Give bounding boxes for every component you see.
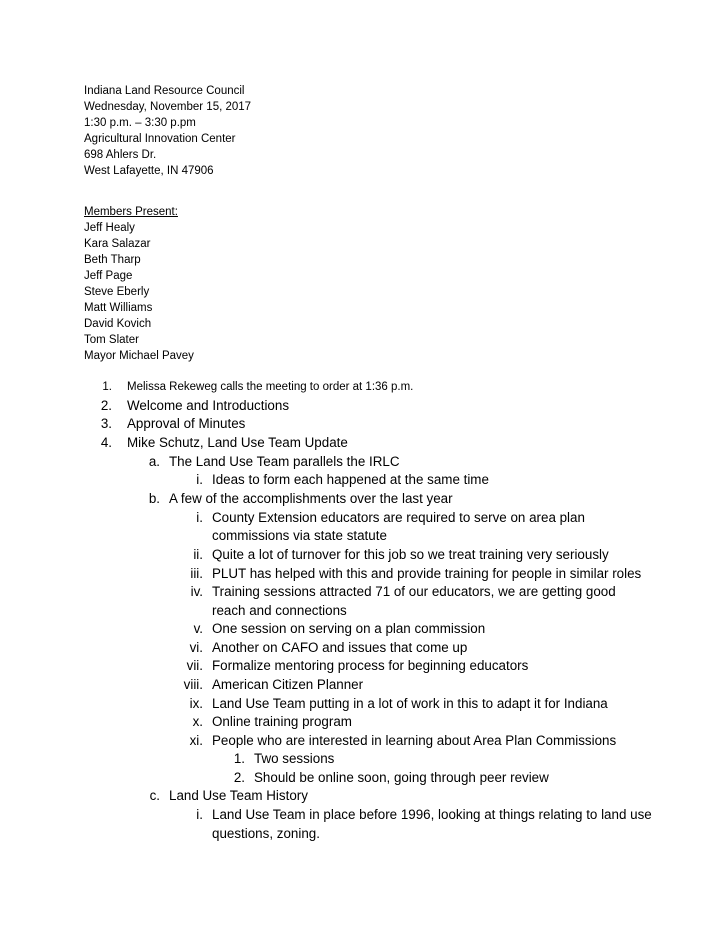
member-name: Jeff Page — [84, 270, 133, 282]
agenda-item-number: 4. — [100, 435, 112, 450]
roman-item-number: xi. — [189, 733, 203, 748]
sub-item-text: Land Use Team History — [169, 788, 308, 803]
roman-item-number: viii. — [183, 677, 203, 692]
roman-item-text: American Citizen Planner — [212, 677, 364, 692]
roman-item-number: iv. — [190, 584, 203, 599]
roman-item-continuation: questions, zoning. — [212, 826, 320, 841]
roman-item-text: Quite a lot of turnover for this job so we treat training very seriously — [212, 547, 609, 562]
agenda-item-number: 1. — [102, 381, 112, 393]
sub-item-text: The Land Use Team parallels the IRLC — [169, 454, 400, 469]
agenda-item-number: 3. — [100, 416, 112, 431]
roman-item-number: ii. — [193, 547, 203, 562]
roman-item-text: Land Use Team in place before 1996, looking at things relating to land use — [212, 807, 652, 822]
agenda-item-text: Melissa Rekeweg calls the meeting to order at 1:36 p.m. — [127, 381, 414, 393]
roman-item-text: Land Use Team putting in a lot of work in this to adapt it for Indiana — [212, 696, 608, 711]
roman-item-text: Another on CAFO and issues that come up — [212, 640, 468, 655]
agenda-item-text: Mike Schutz, Land Use Team Update — [127, 435, 348, 450]
roman-item-text: People who are interested in learning about Area Plan Commissions — [212, 733, 617, 748]
venue-street: 698 Ahlers Dr. — [84, 149, 157, 161]
roman-item-text: PLUT has helped with this and provide training for people in similar roles — [212, 566, 642, 581]
sub-item-letter: c. — [149, 788, 160, 803]
roman-item-continuation: commissions via state statute — [212, 528, 387, 543]
member-name: Matt Williams — [84, 302, 153, 314]
member-name: Steve Eberly — [84, 286, 150, 298]
nested-item-number: 1. — [233, 751, 245, 766]
roman-item-number: ix. — [189, 696, 203, 711]
member-name: Tom Slater — [84, 334, 139, 346]
roman-item-number: i. — [196, 472, 203, 487]
member-name: David Kovich — [84, 318, 152, 330]
roman-item-text: County Extension educators are required to serve on area plan — [212, 510, 585, 525]
roman-item-number: x. — [192, 714, 203, 729]
roman-item-text: Online training program — [212, 714, 352, 729]
member-name: Mayor Michael Pavey — [84, 350, 194, 362]
venue-city: West Lafayette, IN 47906 — [84, 165, 214, 177]
venue-name: Agricultural Innovation Center — [84, 133, 236, 145]
meeting-date: Wednesday, November 15, 2017 — [84, 101, 252, 113]
roman-item-text: One session on serving on a plan commission — [212, 621, 486, 636]
meeting-time: 1:30 p.m. – 3:30 p.pm — [84, 117, 196, 129]
roman-item-number: iii. — [190, 566, 203, 581]
agenda-item-text: Approval of Minutes — [127, 416, 246, 431]
agenda-item-text: Welcome and Introductions — [127, 398, 290, 413]
member-name: Jeff Healy — [84, 222, 135, 234]
member-name: Beth Tharp — [84, 254, 141, 266]
roman-item-text: Formalize mentoring process for beginning educators — [212, 658, 529, 673]
agenda-item-number: 2. — [100, 398, 112, 413]
members-heading: Members Present: — [84, 206, 178, 218]
organization-name: Indiana Land Resource Council — [84, 85, 245, 97]
sub-item-letter: b. — [148, 491, 160, 506]
roman-item-number: i. — [196, 510, 203, 525]
member-name: Kara Salazar — [84, 238, 151, 250]
roman-item-number: vii. — [186, 658, 203, 673]
roman-item-number: v. — [193, 621, 203, 636]
roman-item-continuation: reach and connections — [212, 603, 347, 618]
roman-item-text: Ideas to form each happened at the same time — [212, 472, 489, 487]
nested-item-text: Two sessions — [254, 751, 335, 766]
nested-item-text: Should be online soon, going through peer review — [254, 770, 549, 785]
roman-item-number: i. — [196, 807, 203, 822]
sub-item-letter: a. — [148, 454, 160, 469]
roman-item-text: Training sessions attracted 71 of our educators, we are getting good — [212, 584, 616, 599]
roman-item-number: vi. — [189, 640, 203, 655]
sub-item-text: A few of the accomplishments over the last year — [169, 491, 453, 506]
nested-item-number: 2. — [233, 770, 245, 785]
